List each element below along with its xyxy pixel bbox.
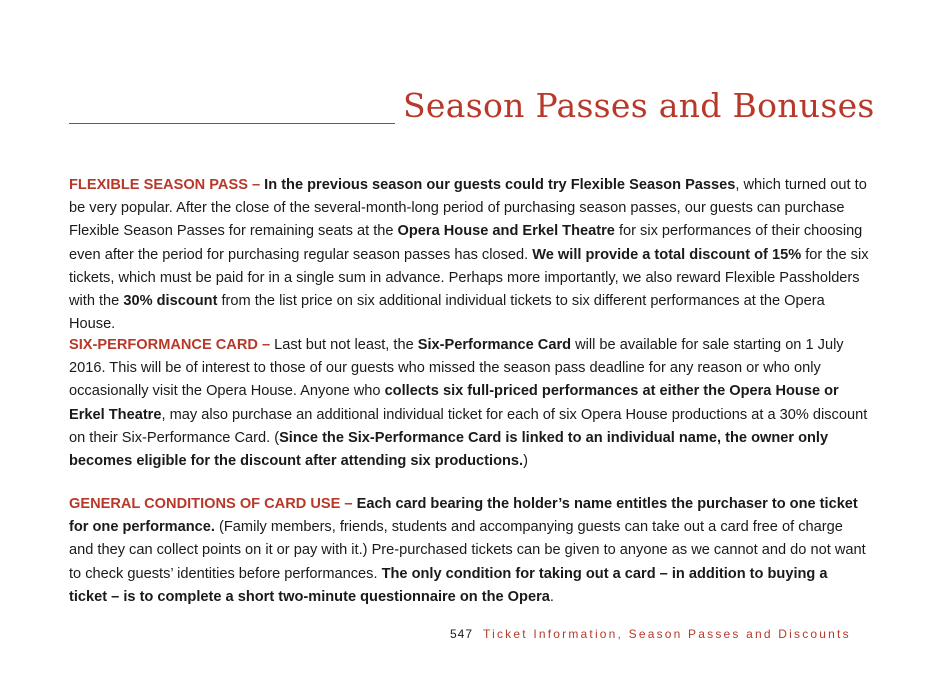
section-lead: GENERAL CONDITIONS OF CARD USE – <box>69 496 353 512</box>
bold-text: Each card bearing the holder’s name entitles the purchaser to one ticket for one performance. <box>69 496 858 536</box>
section-lead: SIX-PERFORMANCE CARD – <box>69 337 271 353</box>
page-number: 547 <box>450 627 474 641</box>
paragraph-text: from the list price on six additional individual tickets to six different performances at the Opera House. <box>69 293 825 333</box>
paragraph-text: , which turned out to be very popular. After the close of the several-month-long period of purchasing season passes, our guests can purchase Flexible Season Passes for remaining seats at the <box>69 177 867 240</box>
bold-text: Since the Six-Performance Card is linked to an individual name, the owner only becomes eligible for the discount after attending six productions. <box>69 429 829 470</box>
section-lead: FLEXIBLE SEASON PASS – <box>69 177 261 193</box>
paragraph-text: for the six tickets, which must be paid for in a single sum in advance. Perhaps more importantly, we also reward Flexible Passholders with the <box>69 246 869 310</box>
paragraph-text: (Family members, friends, students and accompanying guests can take out a card free of charge and they can collect points on it or pay with it.) Pre-purchased tickets can be given to anyone as we cannot and do not want to check guests’ identities before performances. <box>69 519 866 582</box>
paragraph-text: ) <box>523 453 528 470</box>
paragraph-text: will be available for sale starting on 1 July 2016. This will be of interest to those of our guests who missed the season pass deadline for any reason or who only occasionally visit the Opera House. Anyone who <box>69 337 844 400</box>
paragraph-six-performance-card <box>69 334 869 473</box>
page-title: Season Passes and Bonuses <box>403 86 875 125</box>
bold-text: The only condition for taking out a card – in addition to buying a ticket – is to complete a short two-minute questionnaire on the Opera <box>69 565 828 605</box>
page-footer <box>450 627 851 641</box>
bold-text: Six-Performance Card <box>417 337 572 353</box>
paragraph-text: Last but not least, the <box>270 337 418 353</box>
bold-text: 30% discount <box>123 293 218 310</box>
bold-text: collects six full-priced performances at either the Opera House or Erkel Theatre <box>69 383 839 423</box>
paragraph-text: . <box>549 588 554 605</box>
title-rule <box>69 123 395 124</box>
bold-text: We will provide a total discount of 15% <box>532 246 802 263</box>
paragraph-general-conditions <box>69 493 869 609</box>
footer-section-title: Ticket Information, Season Passes and Discounts <box>483 627 851 641</box>
bold-text: In the previous season our guests could try Flexible Season Passes <box>264 177 736 193</box>
paragraph-flexible-season-pass <box>69 174 869 336</box>
paragraph-text: , may also purchase an additional individual ticket for each of six Opera House productions at a 30% discount on their Six-Performance Card. ( <box>69 406 868 446</box>
bold-text: Opera House and Erkel Theatre <box>397 223 615 240</box>
paragraph-text: for six performances of their choosing even after the period for purchasing regular season passes has closed. <box>69 223 863 263</box>
